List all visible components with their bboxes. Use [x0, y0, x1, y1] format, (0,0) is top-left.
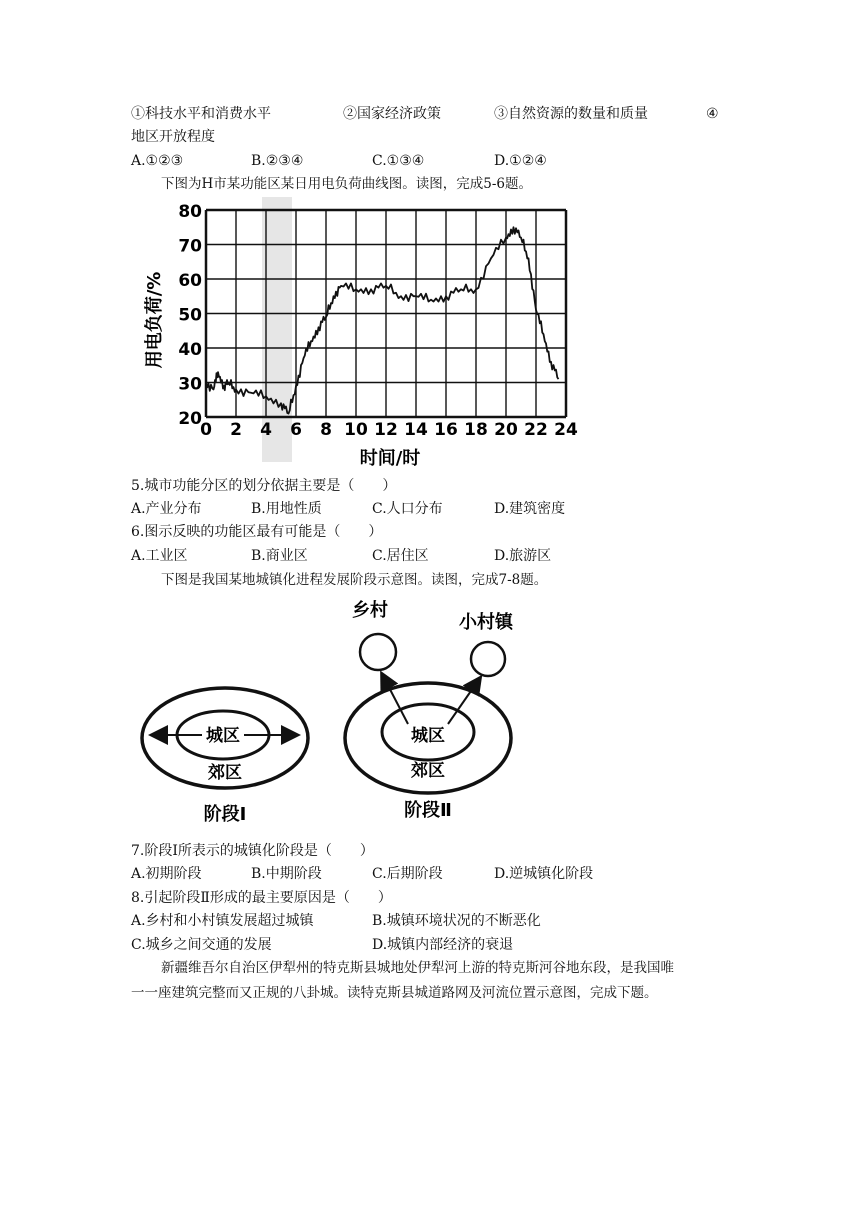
q4-option-4: ④	[706, 106, 719, 122]
stage-2-diagram	[345, 599, 514, 821]
stage-2-urban-label: 城区	[411, 726, 445, 746]
q6-choice-b: B.商业区	[251, 548, 308, 564]
q8-choice-a: A.乡村和小村镇发展超过城镇	[131, 913, 314, 929]
x-axis-label: 时间/时	[359, 448, 421, 469]
x-tick-label: 0	[200, 420, 212, 440]
q7-choice-b: B.中期阶段	[251, 866, 322, 882]
q4-choice-b: B.②③④	[251, 153, 304, 169]
q6-choice-a: A.工业区	[131, 548, 188, 564]
intro-7-8: 下图是我国某地城镇化进程发展阶段示意图。读图，完成7-8题。	[161, 572, 548, 588]
q4-choice-a: A.①②③	[131, 153, 184, 169]
q7-stem: 7.阶段Ⅰ所表示的城镇化阶段是（ ）	[131, 843, 374, 859]
q5-stem: 5.城市功能分区的划分依据主要是（ ）	[131, 478, 397, 494]
x-tick-label: 18	[464, 420, 488, 440]
y-tick-labels	[178, 202, 202, 429]
stage-2-suburb-label: 郊区	[411, 761, 445, 781]
q4-choice-c: C.①③④	[372, 153, 425, 169]
x-tick-label: 22	[524, 420, 548, 440]
x-tick-label: 2	[230, 420, 242, 440]
x-tick-label: 10	[344, 420, 368, 440]
q6-stem: 6.图示反映的功能区最有可能是（ ）	[131, 524, 383, 540]
q8-choice-c: C.城乡之间交通的发展	[131, 937, 272, 953]
q5-choice-c: C.人口分布	[372, 501, 443, 517]
q4-choice-d: D.①②④	[494, 153, 547, 169]
q7-choice-c: C.后期阶段	[372, 866, 443, 882]
q5-choice-b: B.用地性质	[251, 501, 322, 517]
q8-stem: 8.引起阶段Ⅱ形成的最主要原因是（ ）	[131, 890, 392, 906]
x-tick-label: 12	[374, 420, 398, 440]
x-tick-label: 24	[554, 420, 578, 440]
arrow-to-village-icon	[382, 674, 408, 724]
stage-1-urban-label: 城区	[206, 726, 240, 746]
x-tick-label: 8	[320, 420, 332, 440]
q4-option-3: ③自然资源的数量和质量	[494, 106, 648, 122]
y-axis-label: 用电负荷/%	[144, 271, 165, 369]
y-tick-label: 20	[178, 409, 202, 429]
q7-choice-a: A.初期阶段	[131, 866, 202, 882]
x-tick-label: 20	[494, 420, 518, 440]
passage-line-2: 一一座建筑完整而又正规的八卦城。读特克斯县城道路网及河流位置示意图，完成下题。	[131, 985, 658, 1001]
urbanization-stage-diagram	[130, 592, 540, 840]
intro-5-6: 下图为H市某功能区某日用电负荷曲线图。读图，完成5-6题。	[161, 176, 533, 192]
q4-option-1: ①科技水平和消费水平	[131, 106, 271, 122]
passage-line-1: 新疆维吾尔自治区伊犁州的特克斯县城地处伊犁河上游的特克斯河谷地东段，是我国唯	[161, 960, 674, 976]
load-curve-chart	[140, 192, 580, 474]
q6-choice-d: D.旅游区	[494, 548, 552, 564]
q6-choice-c: C.居住区	[372, 548, 429, 564]
y-tick-label: 50	[178, 305, 202, 326]
q4-option-2: ②国家经济政策	[343, 106, 441, 122]
q8-choice-d: D.城镇内部经济的衰退	[372, 937, 514, 953]
x-tick-label: 4	[260, 420, 272, 440]
y-tick-label: 60	[178, 271, 202, 291]
y-tick-label: 40	[178, 340, 202, 360]
stage-1-label: 阶段Ⅰ	[203, 804, 247, 825]
q5-choice-a: A.产业分布	[131, 501, 202, 517]
x-tick-labels	[200, 420, 578, 440]
y-tick-label: 70	[178, 236, 202, 257]
q8-choice-b: B.城镇环境状况的不断恶化	[372, 913, 541, 929]
x-tick-label: 6	[290, 420, 302, 440]
q7-choice-d: D.逆城镇化阶段	[494, 866, 594, 882]
small-town-label: 小村镇	[459, 612, 513, 633]
stage-2-label: 阶段Ⅱ	[404, 800, 452, 821]
y-tick-label: 80	[178, 202, 202, 222]
chart-grid	[206, 210, 566, 417]
village-circle	[360, 634, 396, 670]
q4-option-4-cont: 地区开放程度	[131, 129, 215, 145]
stage-1-diagram	[142, 688, 308, 825]
small-town-circle	[471, 642, 505, 676]
village-label: 乡村	[352, 600, 388, 621]
x-tick-label: 14	[404, 420, 428, 440]
y-tick-label: 30	[178, 374, 202, 395]
q5-choice-d: D.建筑密度	[494, 501, 566, 517]
stage-1-suburb-label: 郊区	[208, 763, 242, 783]
x-tick-label: 16	[434, 420, 458, 440]
